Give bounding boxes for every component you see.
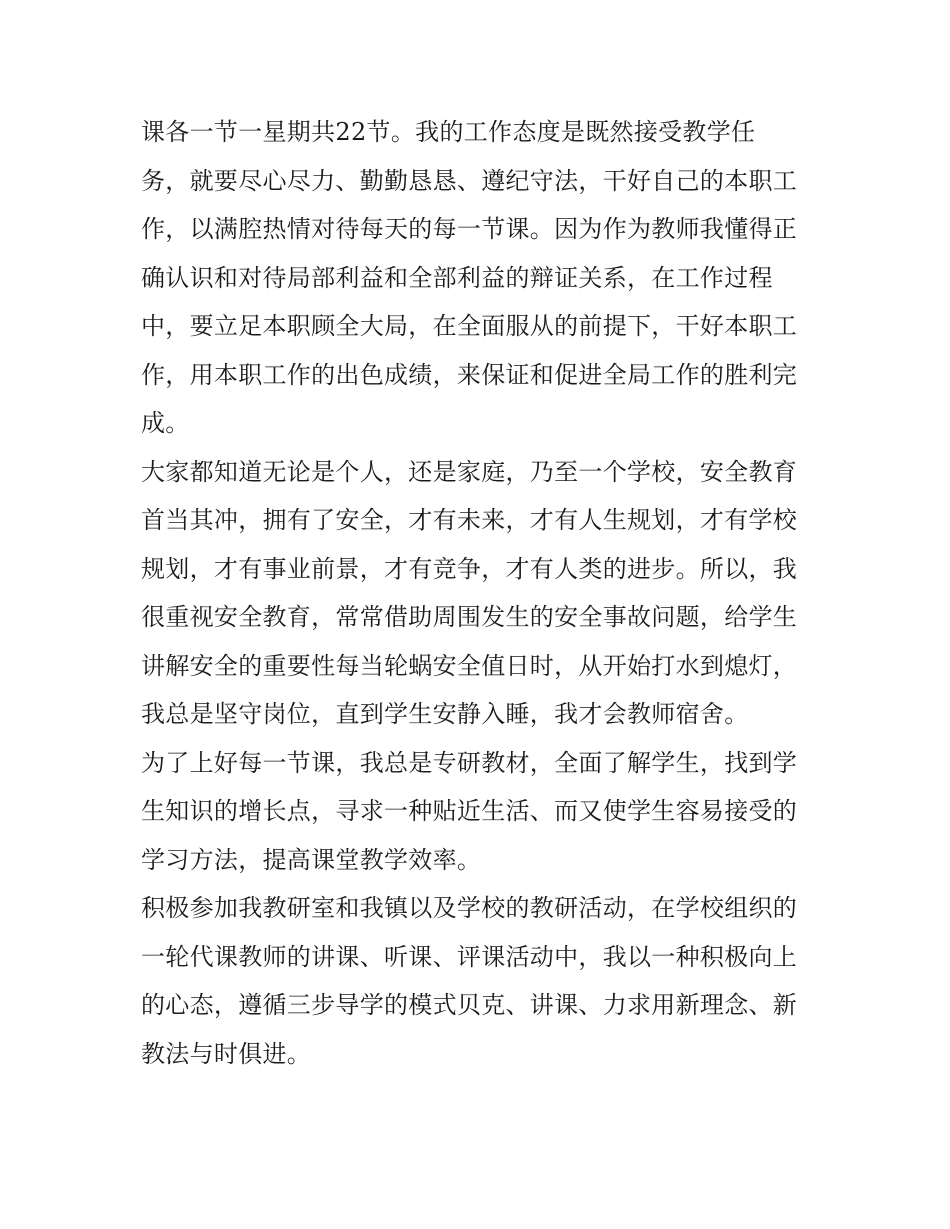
text-line: 务，就要尽心尽力、勤勤恳恳、遵纪守法，干好自己的本职工 <box>141 166 798 195</box>
text-line: 首当其冲，拥有了安全，才有未来，才有人生规划，才有学校 <box>141 506 798 534</box>
text-line: 讲解安全的重要性每当轮蜗安全值日时，从开始打水到熄灯， <box>141 651 798 680</box>
text-line: 生知识的增长点，寻求一种贴近生活、而又使学生容易接受的 <box>141 797 798 825</box>
text-line: 作，用本职工作的出色成绩，来保证和促进全局工作的胜利完 <box>141 360 798 389</box>
text-line: 教法与时俱进。 <box>141 1039 312 1068</box>
text-line: 大家都知道无论是个人，还是家庭，乃至一个学校，安全教育 <box>141 457 798 486</box>
text-line: 成。 <box>141 409 190 437</box>
text-line: 一轮代课教师的讲课、听课、评课活动中，我以一种积极向上 <box>141 942 798 971</box>
text-line: 课各一节一星期共22节。我的工作态度是既然接受教学任 <box>141 118 756 146</box>
text-line: 规划，才有事业前景，才有竞争，才有人类的进步。所以，我 <box>141 554 798 583</box>
text-line: 积极参加我教研室和我镇以及学校的教研活动，在学校组织的 <box>141 894 798 922</box>
document-body <box>141 108 816 1078</box>
text-line: 的心态，遵循三步导学的模式贝克、讲课、力求用新理念、新 <box>141 991 798 1019</box>
text-line: 中，要立足本职顾全大局，在全面服从的前提下，干好本职工 <box>141 312 798 340</box>
text-line: 确认识和对待局部利益和全部利益的辩证关系，在工作过程 <box>141 263 773 292</box>
text-line: 很重视安全教育，常常借助周围发生的安全事故问题，给学生 <box>141 603 798 631</box>
text-line: 作，以满腔热情对待每天的每一节课。因为作为教师我懂得正 <box>141 215 798 243</box>
text-line: 为了上好每一节课，我总是专研教材，全面了解学生，找到学 <box>141 748 798 777</box>
text-line: 学习方法，提高课堂教学效率。 <box>141 845 482 874</box>
text-line: 我总是坚守岗位，直到学生安静入睡，我才会教师宿舍。 <box>141 700 749 728</box>
